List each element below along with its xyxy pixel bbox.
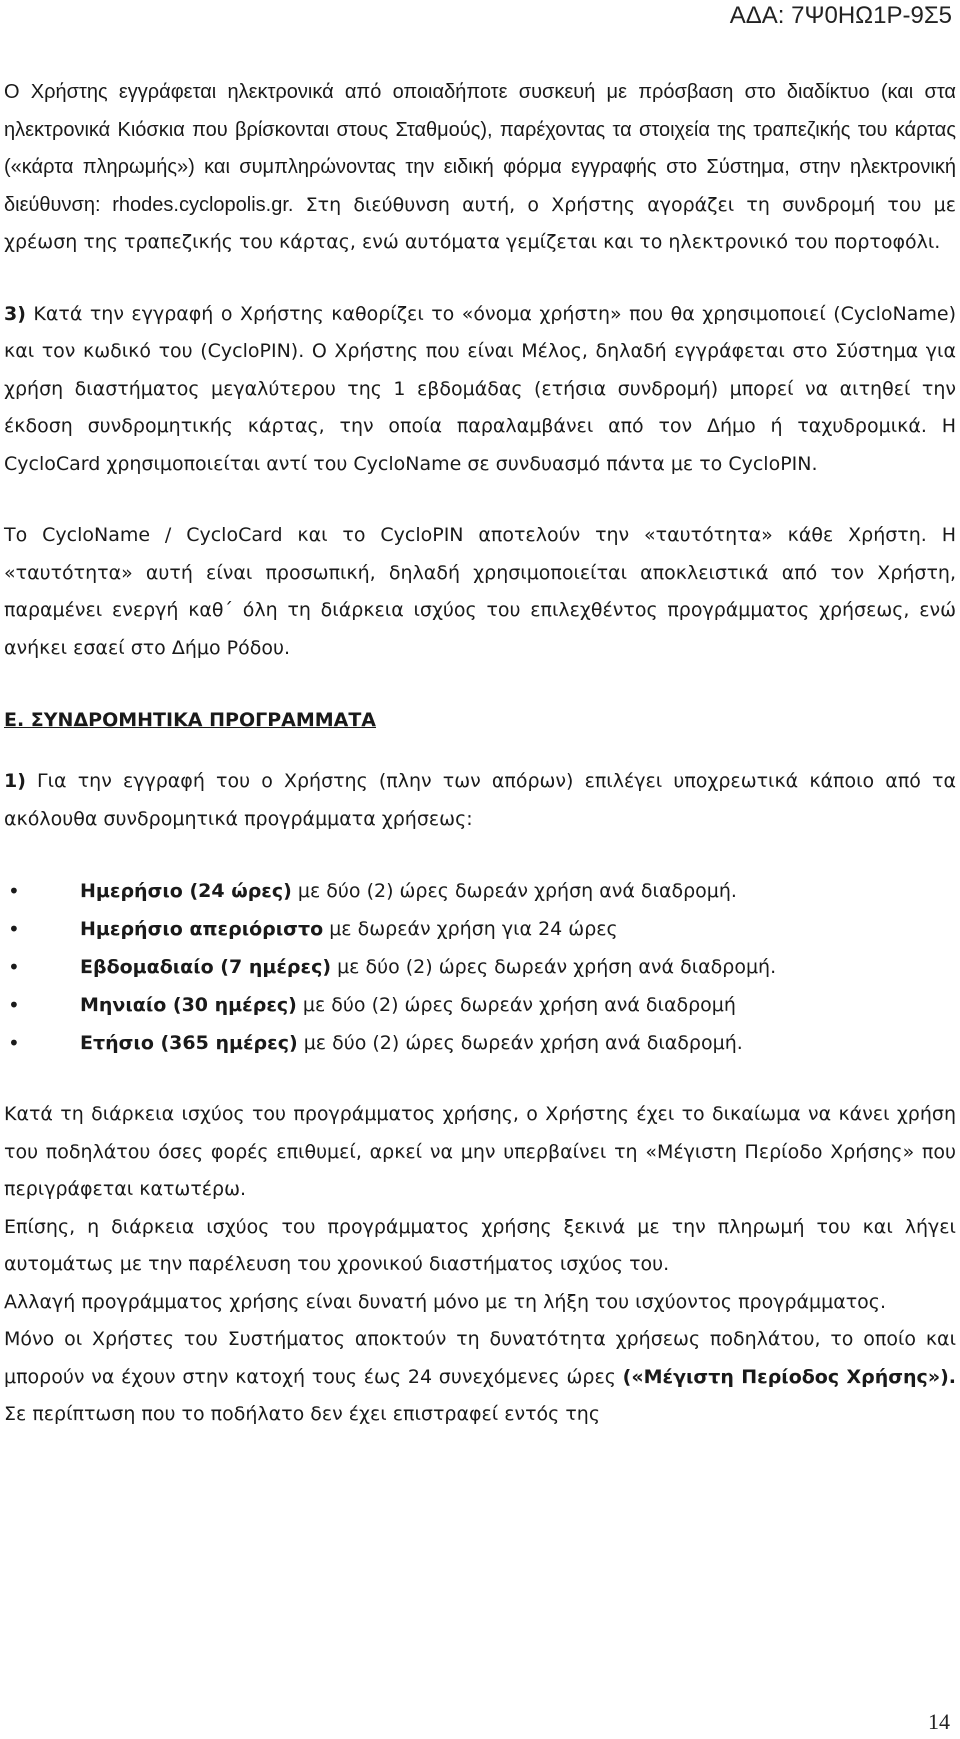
paragraph-programs-intro-text: Για την εγγραφή του ο Χρήστης (πλην των απόρων) επιλέγει υποχρεωτικά κάποιο από τα ακόλουθα συνδρομητικά προγράμματα χρήσεως:: [4, 770, 956, 830]
subscription-list: [4, 872, 956, 1062]
subscription-desc: με δύο (2) ώρες δωρεάν χρήση ανά διαδρομή.: [331, 956, 777, 978]
paragraph-programs-intro: [4, 763, 956, 838]
subscription-name: Εβδομαδιαίο (7 ημέρες): [80, 956, 332, 978]
paragraph-credentials: [4, 296, 956, 484]
paragraph-program-change: Αλλαγή προγράμματος χρήσης είναι δυνατή μόνο με τη λήξη του ισχύοντος προγράμματος.: [4, 1290, 886, 1313]
subscription-name: Ημερήσιο (24 ώρες): [80, 880, 292, 902]
list-item: [4, 872, 956, 910]
paragraph-validity: Επίσης, η διάρκεια ισχύος του προγράμματος χρήσης ξεκινά με την πληρωμή του και λήγει αυτομάτως με την παρέλευση του χρονικού διαστήματος ισχύος του.: [4, 1215, 956, 1275]
paragraph-registration-cont: Στη διεύθυνση αυτή, ο Χρήστης αγοράζει τη συνδρομή του με χρέωση της τραπεζικής του κάρτας, ενώ αυτόματα γεμίζεται και το ηλεκτρονικό του πορτοφόλι.: [4, 193, 956, 253]
list-item: [4, 986, 956, 1024]
paragraph-number: 1): [4, 770, 26, 792]
subscription-desc: με δύο (2) ώρες δωρεάν χρήση ανά διαδρομή.: [297, 1032, 743, 1054]
paragraph-registration-text: Ο Χρήστης εγγράφεται ηλεκτρονικά από οποιαδήποτε συσκευή με πρόσβαση στο διαδίκτυο (και στα ηλεκτρονικά Κιόσκια που βρίσκονται στους Σταθμούς), παρέχοντας τα στοιχεία της τραπεζικής του κάρτας («κάρτα πληρωμής») και συμπληρώνοντας την ειδική φόρμα εγγραφής στο Σύστημα, στην ηλεκτρονική διεύθυνση: rhodes.cyclopolis.gr.: [4, 81, 956, 216]
paragraph-usage-right: Κατά τη διάρκεια ισχύος του προγράμματος χρήσης, ο Χρήστης έχει το δικαίωμα να κάνει χρήση του ποδηλάτου όσες φορές επιθυμεί, αρκεί να μην υπερβαίνει τη «Μέγιστη Περίοδο Χρήσης» που περιγράφεται κατωτέρω.: [4, 1103, 956, 1200]
paragraph-max-period-cont: Σε περίπτωση που το ποδήλατο δεν έχει επιστραφεί εντός της: [4, 1403, 601, 1425]
subscription-name: Μηνιαίο (30 ημέρες): [80, 994, 297, 1016]
list-item: [4, 910, 956, 948]
document-code: ΑΔΑ: 7Ψ0ΗΩ1Ρ-9Σ5: [729, 2, 952, 29]
paragraph-max-period-text: Μόνο οι Χρήστες του Συστήματος αποκτούν τη δυνατότητα χρήσεως ποδηλάτου, το οποίο και μπορούν να έχουν στην κατοχή τους έως 24 συνεχόμενες ώρες: [4, 1328, 956, 1388]
paragraph-max-period-term: («Μέγιστη Περίοδος Χρήσης»).: [622, 1365, 956, 1388]
subscription-desc: με δωρεάν χρήση για 24 ώρες: [323, 918, 618, 940]
subscription-name: Ετήσιο (365 ημέρες): [80, 1032, 298, 1054]
subscription-desc: με δύο (2) ώρες δωρεάν χρήση ανά διαδρομή: [296, 994, 736, 1016]
paragraph-credentials-text: Κατά την εγγραφή ο Χρήστης καθορίζει το «όνομα χρήστη» που θα χρησιμοποιεί (CycloName) και τον κωδικό του (CycloPIN). Ο Χρήστης που είναι Μέλος, δηλαδή εγγράφεται στο Σύστημα για χρήση διαστήματος μεγαλύτερου της 1 εβδομάδας (ετήσια συνδρομή) μπορεί να αιτηθεί την έκδοση συνδρομητικής κάρτας, την οποία παραλαμβάνει από τον Δήμο ή ταχυδρομικά. Η CycloCard χρησιμοποιείται αντί του CycloName σε συνδυασμό πάντα με το CycloPIN.: [4, 302, 956, 475]
list-item: [4, 948, 956, 986]
paragraph-identity: Το CycloName / CycloCard και το CycloPIN αποτελούν την «ταυτότητα» κάθε Χρήστη. Η «ταυτότητα» αυτή είναι προσωπική, δηλαδή χρησιμοποιείται αποκλειστικά από τον Χρήστη, παραμένει ενεργή καθ΄ όλη τη διάρκεια ισχύος του επιλεχθέντος προγράμματος χρήσεως, ενώ ανήκει εσαεί στο Δήμο Ρόδου.: [4, 524, 956, 659]
paragraph-registration: [4, 74, 956, 262]
section-heading: Ε. ΣΥΝΔΡΟΜΗΤΙΚΑ ΠΡΟΓΡΑΜΜΑΤΑ: [4, 709, 377, 731]
paragraph-max-period: [4, 1321, 956, 1434]
subscription-name: Ημερήσιο απεριόριστο: [80, 918, 324, 940]
page-number: 14: [928, 1709, 950, 1734]
list-item: [4, 1024, 956, 1062]
paragraph-number: 3): [4, 302, 26, 325]
subscription-desc: με δύο (2) ώρες δωρεάν χρήση ανά διαδρομή.: [291, 880, 737, 902]
document-body: [4, 74, 956, 1434]
